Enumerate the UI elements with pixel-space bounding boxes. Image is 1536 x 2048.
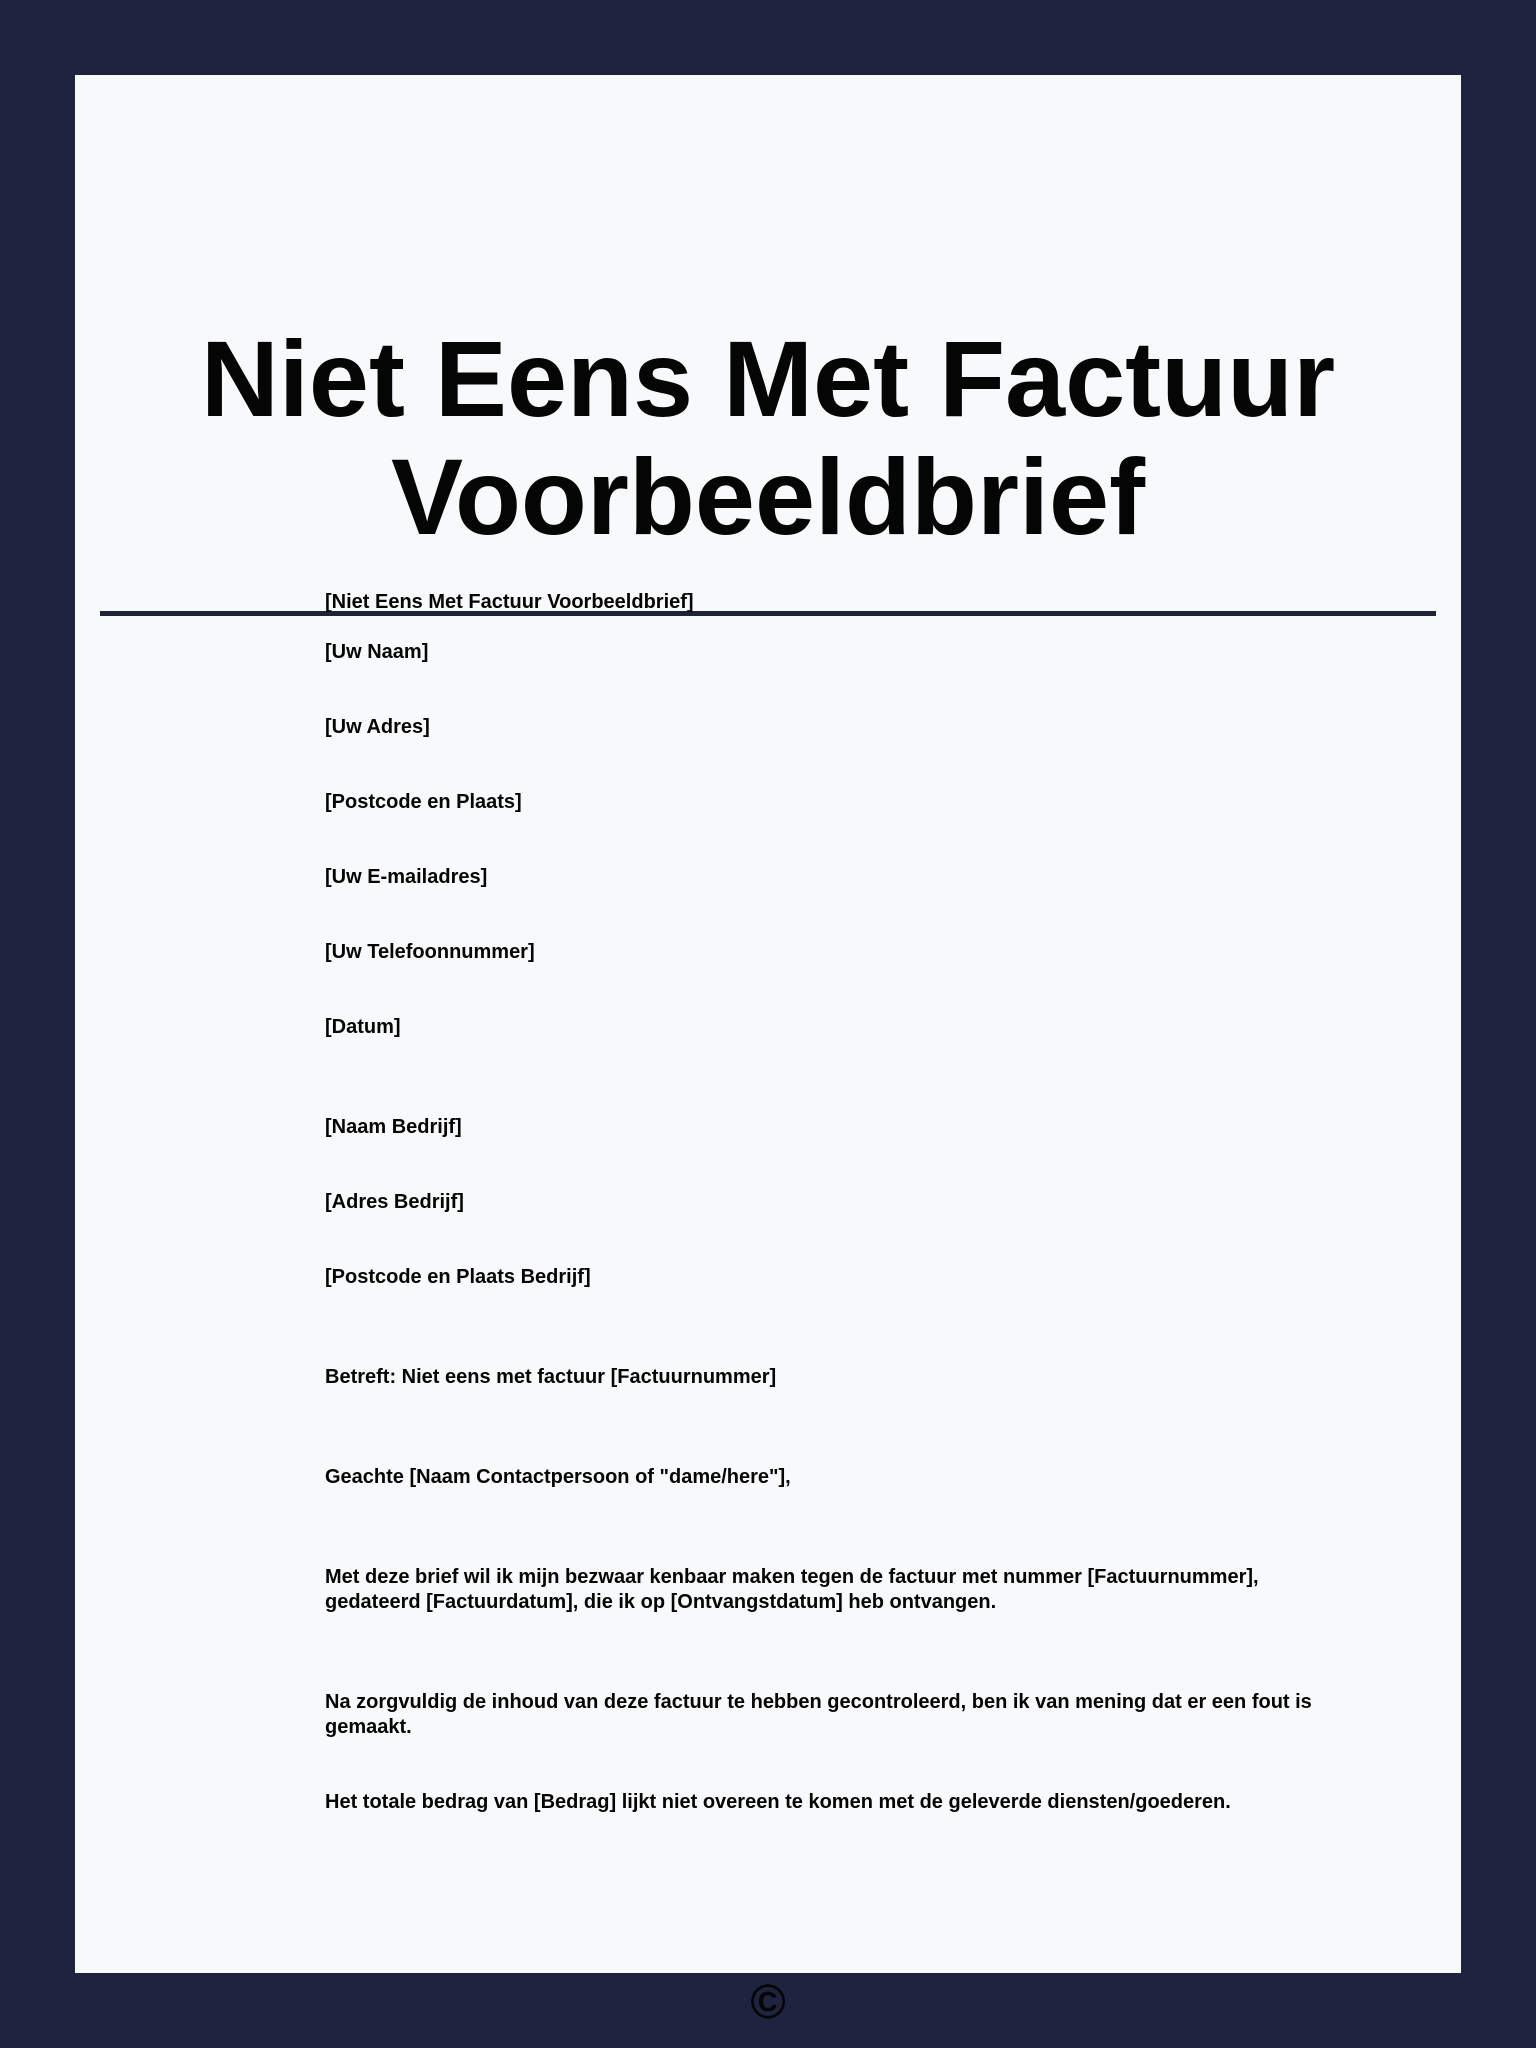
sender-postal-city: [Postcode en Plaats] — [325, 791, 522, 813]
letter-salutation: Geachte [Naam Contactpersoon of "dame/here"], — [325, 1466, 791, 1488]
paragraph-amount: Het totale bedrag van [Bedrag] lijkt niet overeen te komen met de geleverde diensten/goederen. — [325, 1791, 1231, 1813]
recipient-company-address: [Adres Bedrijf] — [325, 1191, 464, 1213]
paragraph-objection-line-2: gedateerd [Factuurdatum], die ik op [Ontvangstdatum] heb ontvangen. — [325, 1591, 997, 1613]
title-line-1: Niet Eens Met Factuur — [200, 318, 1336, 439]
letter-page — [75, 75, 1461, 2029]
title-line-2: Voorbeeldbrief — [390, 436, 1146, 557]
letter-subject: Betreft: Niet eens met factuur [Factuurnummer] — [325, 1366, 777, 1388]
paragraph-review — [325, 1690, 1325, 1740]
paragraph-objection — [325, 1565, 1325, 1615]
sender-address: [Uw Adres] — [325, 716, 430, 738]
recipient-company-postal-city: [Postcode en Plaats Bedrijf] — [325, 1266, 591, 1288]
sender-phone: [Uw Telefoonnummer] — [325, 941, 535, 963]
sender-name: [Uw Naam] — [325, 641, 429, 663]
sender-email: [Uw E-mailadres] — [325, 866, 488, 888]
copyright-icon: © — [750, 1976, 786, 2029]
paragraph-review-line-1: Na zorgvuldig de inhoud van deze factuur te hebben gecontroleerd, ben ik van mening dat er een fout is — [325, 1691, 1312, 1713]
letter-date: [Datum] — [325, 1016, 401, 1038]
letter-heading-label: [Niet Eens Met Factuur Voorbeeldbrief] — [325, 591, 694, 613]
paragraph-objection-line-1: Met deze brief wil ik mijn bezwaar kenbaar maken tegen de factuur met nummer [Factuurnummer], — [325, 1566, 1259, 1588]
recipient-company-name: [Naam Bedrijf] — [325, 1116, 462, 1138]
paragraph-review-line-2: gemaakt. — [325, 1716, 412, 1738]
page-title — [75, 320, 1461, 556]
